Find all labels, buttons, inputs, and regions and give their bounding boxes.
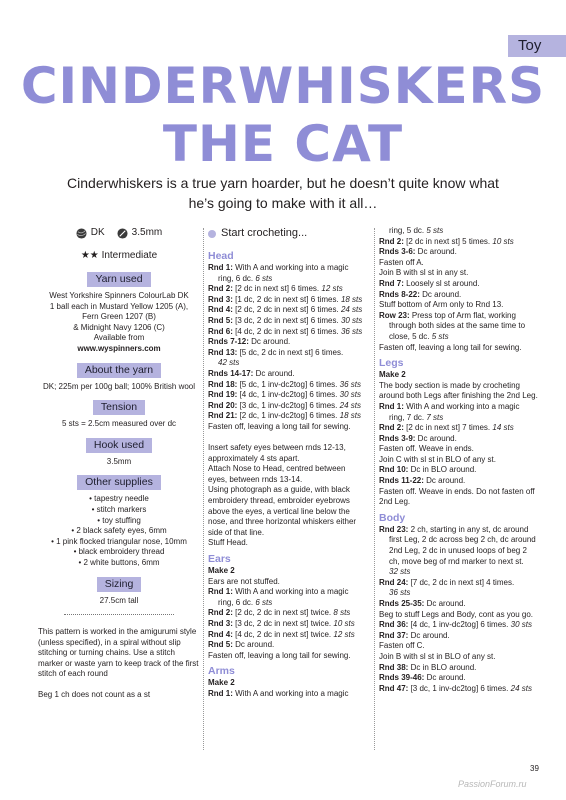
start-heading-label: Start crocheting... — [221, 227, 308, 239]
pattern-line — [379, 673, 551, 684]
pattern-line — [379, 588, 551, 599]
pattern-line — [208, 485, 373, 496]
instruction-text: first Leg, 2 dc across beg 2 ch, dc around — [389, 535, 536, 545]
pattern-line — [208, 528, 373, 539]
instruction-text: 2nd Leg. — [379, 497, 411, 507]
instruction-text: [2 dc in next st] 7 times. — [403, 423, 493, 433]
round-label: Rnd 2: — [379, 236, 404, 246]
instruction-text: Fasten off, leaving a long tail for sewing. — [379, 342, 522, 352]
pattern-line — [208, 608, 373, 619]
pattern-line — [208, 496, 373, 507]
instruction-text: [4 dc, 2 dc in next st] twice. — [232, 629, 334, 639]
stitch-count: 30 sts — [510, 620, 532, 630]
pattern-line — [379, 578, 551, 589]
pattern-line — [379, 381, 551, 392]
yarn-used-section — [38, 272, 200, 355]
instruction-text: [3 dc, 1 inv-dc2tog] 6 times. — [237, 400, 340, 410]
round-label: Rnds 39-46: — [379, 673, 425, 683]
instruction-text: Dc in BLO around. — [408, 662, 477, 672]
stitch-count: 5 sts — [431, 331, 449, 341]
pattern-line — [379, 567, 551, 578]
section-heading: Arms — [208, 665, 235, 678]
about-yarn-text: DK; 225m per 100g ball; 100% British wool — [42, 381, 196, 391]
yarn-used-line: 1 ball each in Mustard Yellow 1205 (A), — [49, 301, 189, 311]
instruction-text: [7 dc, 2 dc in next st] 4 times. — [408, 577, 515, 587]
pattern-line — [208, 295, 373, 306]
instruction-text: close, 5 dc. — [389, 331, 432, 341]
round-label: Rnd 1: — [208, 587, 233, 597]
pattern-line — [379, 391, 551, 402]
hook-size-label: 3.5mm — [131, 227, 163, 238]
instruction-text: [2 dc, 2 dc in next st] 6 times. — [232, 305, 341, 315]
instruction-text: [2 dc, 1 inv-dc2tog] 6 times. — [237, 411, 340, 421]
section-heading: Body — [379, 511, 406, 524]
pattern-line — [208, 369, 373, 380]
pattern-line — [208, 475, 373, 486]
instruction-text: ring, 6 dc. — [218, 597, 256, 607]
round-label: Rnd 2: — [379, 423, 404, 433]
bullet-icon — [208, 230, 216, 238]
pattern-line — [379, 321, 551, 332]
yarn-weight-label: DK — [90, 227, 105, 238]
pattern-line — [208, 284, 373, 295]
pattern-line — [379, 620, 551, 631]
stitch-count: 6 sts — [255, 273, 273, 283]
instruction-text: above the eyes, a vertical line below the — [208, 506, 350, 516]
pattern-line — [208, 274, 373, 285]
round-label: Row 23: — [379, 310, 410, 320]
skill-level-label: Intermediate — [101, 250, 158, 261]
instruction-text: 2nd Leg, 2 dc in unused loops of beg 2 — [389, 546, 527, 556]
supplies-heading: Other supplies — [77, 475, 161, 490]
spacer — [208, 433, 373, 444]
round-label: Rnd 18: — [208, 379, 238, 389]
pattern-line — [379, 226, 551, 237]
section-heading: Ears — [208, 553, 231, 566]
about-yarn-heading: About the yarn — [77, 363, 161, 378]
instruction-text: [3 dc, 1 inv-dc2tog] 6 times. — [408, 683, 511, 693]
instruction-text: [2 dc in next st] 5 times. — [403, 236, 493, 246]
pattern-line — [208, 630, 373, 641]
round-label: Rnd 1: — [208, 263, 233, 272]
stitch-count: 36 sts — [389, 588, 411, 598]
pattern-line — [208, 598, 373, 609]
pattern-line — [379, 455, 551, 466]
pattern-line — [379, 434, 551, 445]
pattern-line — [379, 300, 551, 311]
section-heading: Legs — [379, 357, 404, 370]
supply-item: • toy stuffing — [97, 515, 141, 525]
round-label: Rnd 38: — [379, 662, 409, 672]
hook-size — [117, 226, 163, 240]
round-label: Rnd 1: — [379, 401, 404, 411]
stitch-count: 12 sts — [321, 284, 343, 294]
pattern-line — [208, 263, 373, 274]
round-label: Rnd 5: — [208, 315, 233, 325]
pattern-line — [208, 411, 373, 422]
instruction-text: Fasten off. Weave in ends. Do not fasten off — [379, 486, 535, 496]
instruction-text: Using photograph as a guide, with black — [208, 485, 350, 495]
instruction-text: [1 dc, 2 dc in next st] 6 times. — [232, 294, 341, 304]
sizing-section — [38, 577, 200, 607]
instruction-text: [4 dc, 2 dc in next st] 6 times. — [232, 326, 341, 336]
stitch-count: 32 sts — [389, 567, 411, 577]
section-subheading: Make 2 — [379, 370, 406, 380]
pattern-line — [379, 557, 551, 568]
pattern-line — [208, 380, 373, 391]
pattern-column-2 — [379, 226, 551, 694]
pattern-line — [379, 237, 551, 248]
pattern-line — [208, 517, 373, 528]
pattern-line — [208, 337, 373, 348]
pattern-line — [208, 651, 373, 662]
instruction-text: Dc in BLO around. — [408, 465, 477, 475]
instruction-text: Dc around. — [248, 337, 291, 347]
round-label: Rnd 37: — [379, 630, 409, 640]
supply-item: • tapestry needle — [89, 494, 149, 504]
pattern-line — [379, 332, 551, 343]
divider — [64, 614, 174, 615]
tension-text: 5 sts = 2.5cm measured over dc — [61, 419, 177, 429]
pattern-line — [208, 348, 373, 359]
tension-section — [38, 400, 200, 430]
pattern-line — [379, 311, 551, 322]
instruction-text: [2 dc, 2 dc in next st] twice. — [232, 608, 334, 618]
instruction-text: Join C with sl st in BLO of any st. — [379, 454, 496, 464]
round-label: Rnd 23: — [379, 524, 409, 534]
instruction-text: With A and working into a magic — [403, 401, 520, 411]
instruction-text: around both Legs after finishing the 2nd Leg. — [379, 391, 538, 401]
section-heading: Head — [208, 250, 234, 262]
round-label: Rnds 8-22: — [379, 289, 420, 299]
instruction-text: 2 ch, starting in any st, dc around — [408, 524, 529, 534]
round-label: Rnd 19: — [208, 390, 238, 400]
instruction-text: Stuff Head. — [208, 538, 248, 548]
instruction-text: Dc around. — [253, 368, 295, 378]
round-label: Rnd 24: — [379, 577, 409, 587]
pattern-line — [379, 652, 551, 663]
instruction-text: Fasten off A. — [379, 257, 424, 267]
instruction-text: [5 dc, 1 inv-dc2tog] 6 times. — [237, 379, 340, 389]
stitch-count: 24 sts — [340, 305, 363, 315]
instruction-text: side of that line. — [208, 527, 265, 537]
stitch-count: 36 sts — [339, 379, 361, 389]
yarn-used-line: Fern Green 1207 (B) — [82, 312, 156, 322]
stitch-count: 5 sts — [426, 226, 444, 235]
instruction-text: Dc around. — [415, 433, 457, 443]
round-label: Rnd 6: — [208, 326, 233, 336]
hook-used-section — [38, 438, 200, 468]
supplies-section — [38, 475, 200, 568]
pattern-line — [208, 587, 373, 598]
round-label: Rnds 14-17: — [208, 368, 254, 378]
note-paragraph: This pattern is worked in the amigurumi style (unless specified), in a spiral without slip stitching or turning chains. Use a stitch marker or waste yarn to keep track of the first stitch of each round — [38, 627, 199, 679]
instruction-text: Dc around. — [424, 673, 466, 683]
round-label: Rnds 3-9: — [379, 433, 416, 443]
pattern-line — [379, 684, 551, 695]
pattern-line — [208, 390, 373, 401]
title-line-1: CINDERWHISKERS — [20, 57, 546, 115]
pattern-line — [379, 641, 551, 652]
pattern-line — [379, 487, 551, 498]
instruction-text: ring, 6 dc. — [218, 273, 256, 283]
pattern-lines — [379, 226, 551, 694]
stitch-count: 18 sts — [340, 294, 363, 304]
pattern-line — [379, 497, 551, 508]
instruction-text: ring, 5 dc. — [389, 226, 427, 235]
yarn-used-heading: Yarn used — [87, 272, 150, 287]
pattern-line — [379, 413, 551, 424]
pattern-line — [208, 538, 373, 549]
instruction-text: With A and working into a magic — [232, 587, 349, 597]
round-label: Rnd 3: — [208, 294, 233, 304]
pattern-line — [208, 401, 373, 412]
pattern-line — [208, 422, 373, 433]
pattern-lines — [208, 249, 373, 700]
yarn-ball-icon — [76, 228, 87, 239]
yarn-used-line: Available from — [93, 333, 145, 343]
yarn-weight — [76, 226, 105, 240]
instruction-text: Fasten off, leaving a long tail for sewing. — [208, 650, 351, 660]
stitch-count: 24 sts — [339, 400, 361, 410]
round-label: Rnd 4: — [208, 305, 233, 315]
pattern-line — [379, 290, 551, 301]
instruction-text: Fasten off, leaving a long tail for sewing. — [208, 421, 351, 431]
pattern-line — [208, 640, 373, 651]
round-label: Rnd 13: — [208, 347, 238, 357]
pattern-line — [208, 507, 373, 518]
pattern-column-1 — [208, 226, 373, 700]
round-label: Rnds 7-12: — [208, 337, 249, 347]
stitch-count: 12 sts — [333, 629, 355, 639]
round-label: Rnd 20: — [208, 400, 238, 410]
supply-item: • 2 white buttons, 6mm — [78, 557, 160, 567]
skill-stars: ★★ — [80, 250, 99, 261]
round-label: Rnd 10: — [379, 465, 409, 475]
instruction-text: Attach Nose to Head, centred between — [208, 464, 346, 474]
crochet-hook-icon — [117, 228, 128, 239]
instruction-text: Fasten off. Weave in ends. — [379, 444, 474, 454]
pattern-line — [208, 316, 373, 327]
round-label: Rnd 7: — [379, 278, 404, 288]
yarn-url-link[interactable]: www.wyspinners.com — [77, 343, 161, 353]
section-subheading: Make 2 — [208, 678, 235, 688]
stitch-count: 6 sts — [255, 597, 273, 607]
stitch-count: 7 sts — [426, 412, 444, 422]
instruction-text: eyes, between rnds 13-14. — [208, 474, 303, 484]
tension-heading: Tension — [93, 400, 145, 415]
about-yarn-section — [38, 363, 200, 393]
instruction-text: The body section is made by crocheting — [379, 380, 520, 390]
supply-item: • stitch markers — [91, 504, 147, 514]
pattern-line — [379, 610, 551, 621]
pattern-line — [379, 258, 551, 269]
instruction-text: [3 dc, 2 dc in next st] 6 times. — [232, 315, 341, 325]
stitch-count: 30 sts — [339, 390, 361, 400]
pattern-line — [379, 476, 551, 487]
instruction-text: Dc around. — [415, 247, 457, 257]
instruction-text: nose, and three horizontal whiskers either — [208, 517, 357, 527]
round-label: Rnd 4: — [208, 629, 233, 639]
instruction-text: [5 dc, 2 dc in next st] 6 times. — [237, 347, 344, 357]
instruction-text: [2 dc in next st] 6 times. — [232, 284, 322, 294]
pattern-line — [208, 327, 373, 338]
stitch-count: 14 sts — [492, 423, 514, 433]
instruction-text: Fasten off C. — [379, 641, 425, 651]
instruction-text: [4 dc, 1 inv-dc2tog] 6 times. — [237, 390, 340, 400]
round-label: Rnd 21: — [208, 411, 238, 421]
pattern-line — [208, 305, 373, 316]
sizing-heading: Sizing — [97, 577, 142, 592]
instruction-text: Join B with sl st in any st. — [379, 268, 469, 278]
hook-used-heading: Hook used — [86, 438, 152, 453]
round-label: Rnd 1: — [208, 688, 233, 698]
yarn-used-line: & Midnight Navy 1206 (C) — [73, 322, 165, 332]
pattern-line — [379, 465, 551, 476]
title-line-2: THE CAT — [162, 115, 404, 173]
instruction-text: Beg to stuff Legs and Body, cont as you go. — [379, 609, 534, 619]
watermark: PassionForum.ru — [458, 779, 527, 789]
supply-item: • 1 pink flocked triangular nose, 10mm — [51, 536, 187, 546]
pattern-line — [379, 247, 551, 258]
stitch-count: 36 sts — [340, 326, 363, 336]
round-label: Rnd 2: — [208, 608, 233, 618]
round-label: Rnd 36: — [379, 620, 409, 630]
pattern-line — [208, 464, 373, 475]
supply-item: • black embroidery thread — [73, 547, 165, 557]
pattern-line — [379, 546, 551, 557]
instruction-text: Loosely sl st around. — [403, 278, 480, 288]
round-label: Rnd 47: — [379, 683, 409, 693]
pattern-line — [379, 631, 551, 642]
pattern-line — [379, 343, 551, 354]
instruction-text: [3 dc, 2 dc in next st] twice. — [232, 619, 334, 628]
pattern-line — [379, 525, 551, 536]
start-heading — [208, 226, 373, 241]
pattern-line — [208, 689, 373, 700]
instruction-text: Stuff bottom of Arm only to Rnd 13. — [379, 300, 504, 310]
instruction-text: embroidery thread, embroider eyebrows — [208, 496, 350, 506]
pattern-line — [379, 663, 551, 674]
column-divider — [374, 228, 375, 750]
instruction-text: ch, move beg of rnd marker to next st. — [389, 556, 524, 566]
supply-item: • 2 black safety eyes, 6mm — [71, 526, 167, 536]
instruction-text: approximately 4 sts apart. — [208, 453, 300, 463]
round-label: Rnd 3: — [208, 619, 233, 628]
pattern-line — [379, 599, 551, 610]
instruction-text: Dc around. — [232, 640, 275, 650]
pattern-line — [379, 444, 551, 455]
stitch-count: 30 sts — [340, 315, 363, 325]
skill-level — [38, 249, 200, 263]
instruction-text: ring, 7 dc. — [389, 412, 427, 422]
round-label: Rnd 5: — [208, 640, 233, 650]
instruction-text: With A and working into a magic — [232, 688, 349, 698]
stitch-count: 18 sts — [339, 411, 361, 421]
round-label: Rnds 25-35: — [379, 599, 425, 608]
stitch-count: 8 sts — [333, 608, 351, 618]
round-label: Rnds 11-22: — [379, 476, 424, 486]
instruction-text: [4 dc, 1 inv-dc2tog] 6 times. — [408, 620, 511, 630]
pattern-line — [208, 454, 373, 465]
column-divider — [203, 228, 204, 750]
section-subheading: Make 2 — [208, 566, 235, 576]
pattern-line — [379, 268, 551, 279]
pattern-line — [379, 423, 551, 434]
round-label: Rnd 2: — [208, 284, 233, 294]
pattern-line — [379, 402, 551, 413]
instruction-text: Ears are not stuffed. — [208, 576, 280, 586]
instruction-text: Insert safety eyes between rnds 12-13, — [208, 443, 346, 453]
intro-text: Cinderwhiskers is a true yarn hoarder, but he doesn’t quite know what he’s going to make with it all… — [67, 175, 499, 211]
round-label: Rnds 3-6: — [379, 247, 416, 257]
pattern-line — [208, 358, 373, 369]
yarn-used-line: West Yorkshire Spinners ColourLab DK — [49, 291, 189, 300]
section-tag: Toy — [508, 35, 566, 57]
pattern-line — [379, 535, 551, 546]
instruction-text: With A and working into a magic — [232, 263, 349, 272]
sizing-text: 27.5cm tall — [99, 595, 139, 605]
pattern-line — [208, 443, 373, 454]
instruction-text: through both sides at the same time to — [389, 321, 526, 331]
instruction-text: Join B with sl st in BLO of any st. — [379, 651, 496, 661]
stitch-count: 10 sts — [333, 619, 355, 628]
specs-row — [38, 226, 200, 240]
stitch-count: 42 sts — [218, 358, 240, 368]
pattern-line — [379, 279, 551, 290]
hook-used-text: 3.5mm — [106, 456, 132, 466]
page-number: 39 — [530, 764, 539, 773]
stitch-count: 10 sts — [492, 236, 514, 246]
instruction-text: Dc around. — [419, 289, 462, 299]
instruction-text: Dc around. — [424, 599, 466, 608]
pattern-line — [208, 577, 373, 588]
sidebar-info — [38, 226, 200, 711]
stitch-count: 24 sts — [510, 683, 532, 693]
instruction-text: Dc around. — [423, 476, 466, 486]
note-paragraph: Beg 1 ch does not count as a st — [38, 690, 151, 700]
pattern-line — [208, 619, 373, 630]
instruction-text: Dc around. — [408, 630, 450, 640]
instruction-text: Press top of Arm flat, working — [409, 310, 516, 320]
